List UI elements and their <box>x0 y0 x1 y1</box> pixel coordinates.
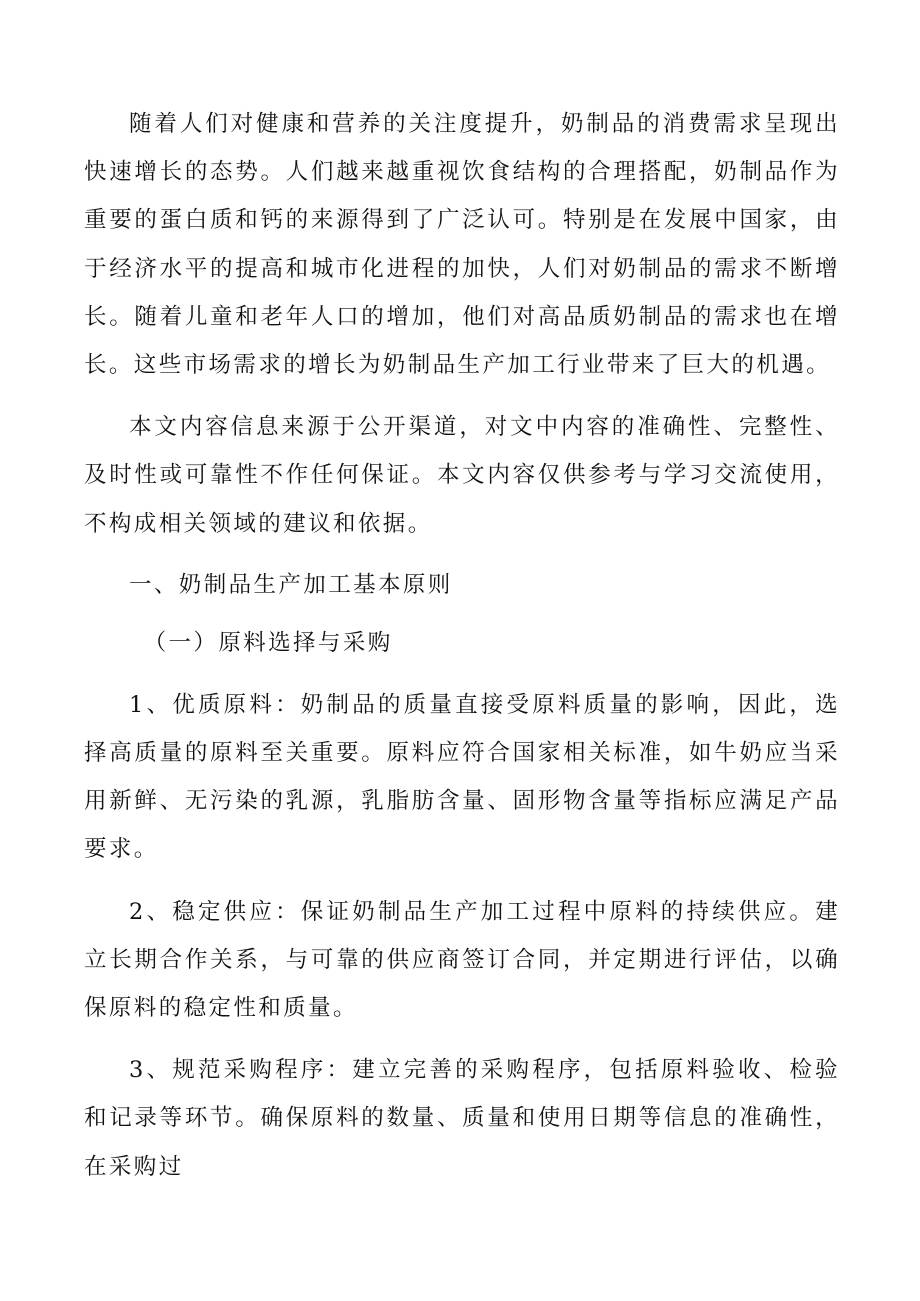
list-item: 1、优质原料：奶制品的质量直接受原料质量的影响，因此，选择高质量的原料至关重要。原料应符合国家相关标准，如牛奶应当采用新鲜、无污染的乳源，乳脂肪含量、固形物含量等指标应满足产品要求。 <box>84 691 840 863</box>
document-page <box>84 100 840 1205</box>
subsection-heading: （一）原料选择与采购 <box>143 629 393 656</box>
list-item: 2、稳定供应：保证奶制品生产加工过程中原料的持续供应。建立长期合作关系，与可靠的供应商签订合同，并定期进行评估，以确保原料的稳定性和质量。 <box>84 898 840 1022</box>
section-heading: 一、奶制品生产加工基本原则 <box>129 571 453 598</box>
intro-paragraph: 随着人们对健康和营养的关注度提升，奶制品的消费需求呈现出快速增长的态势。人们越来越重视饮食结构的合理搭配，奶制品作为重要的蛋白质和钙的来源得到了广泛认可。特别是在发展中国家，由于经济水平的提高和城市化进程的加快，人们对奶制品的需求不断增长。随着儿童和老年人口的增加，他们对高品质奶制品的需求也在增长。这些市场需求的增长为奶制品生产加工行业带来了巨大的机遇。 <box>84 111 840 379</box>
list-item: 3、规范采购程序：建立完善的采购程序，包括原料验收、检验和记录等环节。确保原料的数量、质量和使用日期等信息的准确性，在采购过 <box>84 1057 840 1180</box>
disclaimer-paragraph: 本文内容信息来源于公开渠道，对文中内容的准确性、完整性、及时性或可靠性不作任何保证。本文内容仅供参考与学习交流使用，不构成相关领域的建议和依据。 <box>84 414 840 537</box>
